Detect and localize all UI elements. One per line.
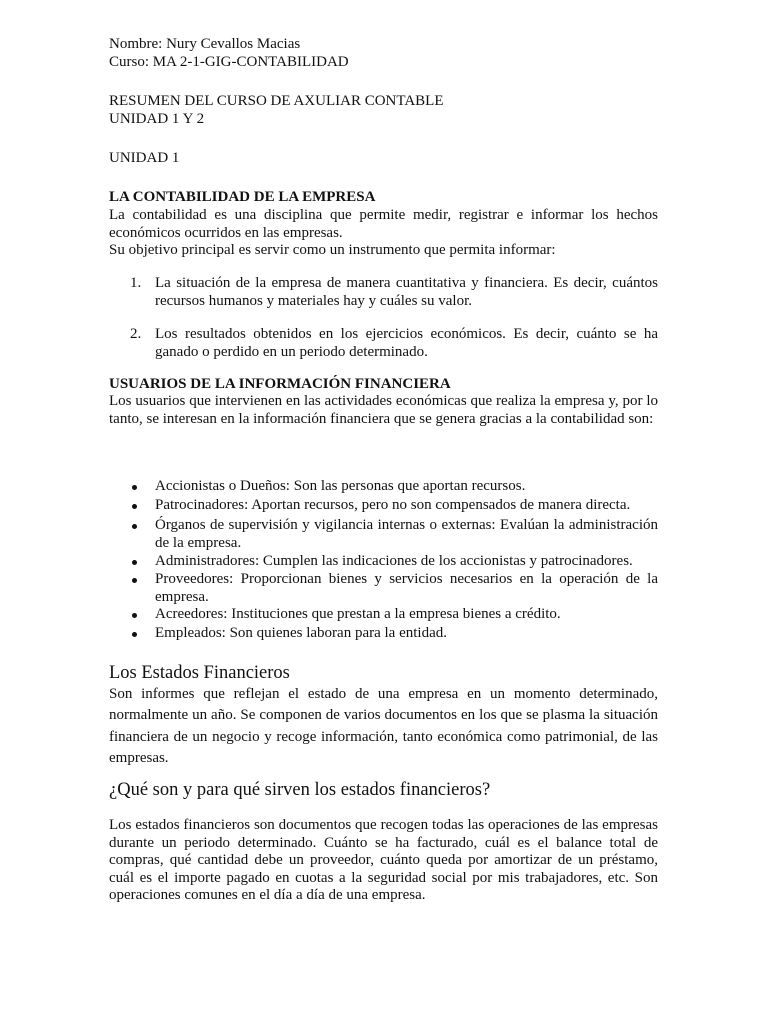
bullet-item: Empleados: Son quienes laboran para la entidad. [155,625,447,641]
bullet-item: Órganos de supervisión y vigilancia internas o externas: Evalúan la administración de la empresa. [155,517,658,551]
list-number: 2. [130,326,142,342]
units-label: UNIDAD 1 Y 2 [109,111,205,127]
bullet-item: Administradores: Cumplen las indicaciones de los accionistas y patrocinadores. [155,553,633,569]
list-number: 1. [130,275,142,291]
bullet-icon [132,485,137,490]
unit-1-heading: UNIDAD 1 [109,150,180,166]
section-accounting-paragraph: La contabilidad es una disciplina que permite medir, registrar e informar los hechos económicos ocurridos en las empresas. [109,207,658,241]
course-code: Curso: MA 2-1-GIG-CONTABILIDAD [109,54,349,70]
bullet-icon [132,524,137,529]
numbered-item: La situación de la empresa de manera cuantitativa y financiera. Es decir, cuántos recursos humanos y materiales hay y cuáles su valor. [155,275,658,309]
section-statements-title: Los Estados Financieros [109,663,290,683]
section-accounting-objective: Su objetivo principal es servir como un instrumento que permita informar: [109,242,556,258]
bullet-item: Proveedores: Proporcionan bienes y servicios necesarios en la operación de la empresa. [155,571,658,605]
summary-title: RESUMEN DEL CURSO DE AXULIAR CONTABLE [109,93,444,109]
section-users-title: USUARIOS DE LA INFORMACIÓN FINANCIERA [109,376,451,392]
bullet-item: Patrocinadores: Aportan recursos, pero no son compensados de manera directa. [155,497,631,513]
bullet-icon [132,632,137,637]
bullet-icon [132,560,137,565]
section-accounting-title: LA CONTABILIDAD DE LA EMPRESA [109,189,376,205]
bullet-icon [132,613,137,618]
section-purpose-title: ¿Qué son y para qué sirven los estados financieros? [109,780,491,800]
section-users-paragraph: Los usuarios que intervienen en las actividades económicas que realiza la empresa y, por lo tanto, se interesan en la información financiera que se genera gracias a la contabilidad son: [109,393,658,427]
section-purpose-paragraph: Los estados financieros son documentos que recogen todas las operaciones de las empresas durante un periodo determinado. Cuánto se ha facturado, cuál es el balance total de compras, qué cantidad debe un proveedor, cuánto queda por amortizar de un préstamo, cuál es el importe pagado en cuotas a la seguridad social por mis trabajadores, etc. Son operaciones comunes en el día a día de una empresa. [109,817,658,904]
bullet-icon [132,578,137,583]
section-statements-paragraph: Son informes que reflejan el estado de una empresa en un momento determinado, normalmente un año. Se componen de varios documentos en los que se plasma la situación financiera de un negocio y recoge información, tanto económica como patrimonial, de las empresas. [109,686,658,766]
student-name: Nombre: Nury Cevallos Macias [109,36,301,52]
numbered-item: Los resultados obtenidos en los ejercicios económicos. Es decir, cuánto se ha ganado o perdido en un periodo determinado. [155,326,658,360]
bullet-item: Accionistas o Dueños: Son las personas que aportan recursos. [155,478,526,494]
bullet-item: Acreedores: Instituciones que prestan a la empresa bienes a crédito. [155,606,561,622]
bullet-icon [132,504,137,509]
